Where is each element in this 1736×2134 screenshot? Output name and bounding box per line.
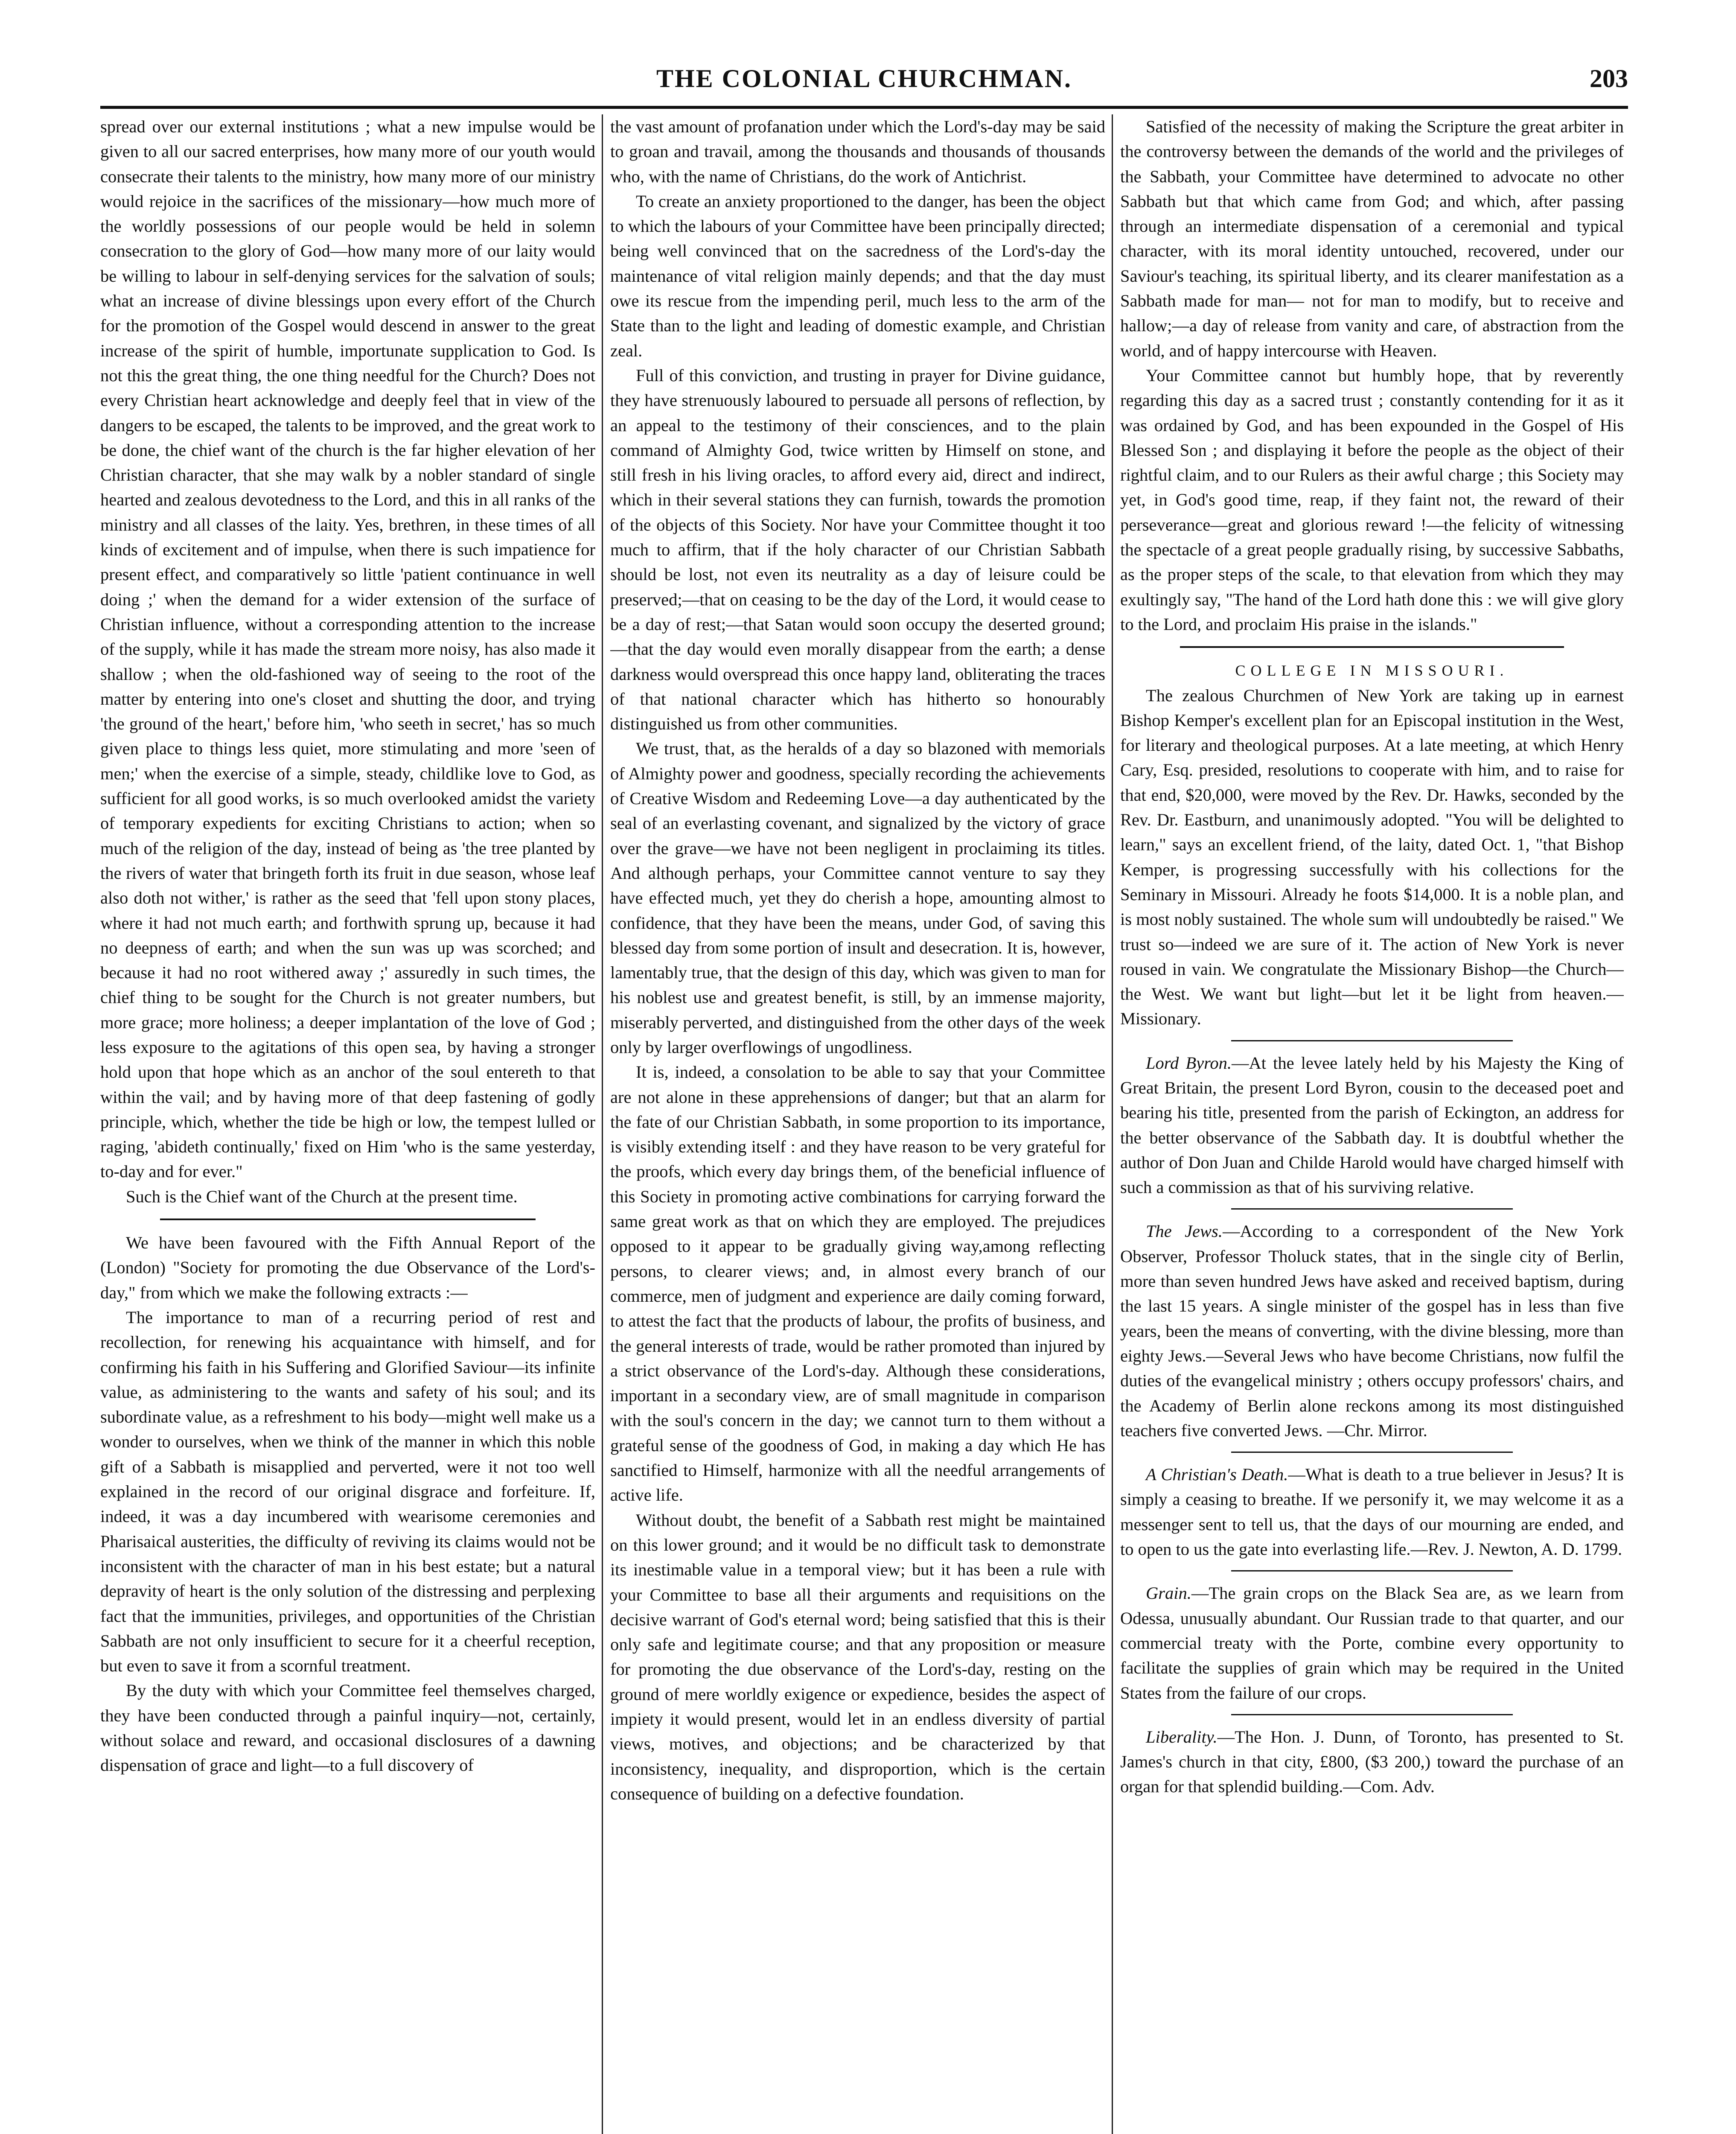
article-paragraph: We trust, that, as the heralds of a day so blazoned with memorials of Almighty power and goodness, specially recording the achievements of Creative Wisdom and Redeeming Love—a day authenticated by the seal of an everlasting covenant, and signalized by the victory of grace over the grave—we have not been negligent in proclaiming its titles. And although perhaps, your Committee cannot venture to say they have effected much, yet they do cherish a hope, amounting almost to confidence, that they have been the means, under God, of saving this blessed day from some portion of insult and desecration. It is, however, lamentably true, that the design of this day, which was given to man for his noblest use and greatest benefit, is still, by an immense majority, miserably perverted, and distinguished from the other days of the week only by larger overflowings of ungodliness. bbox=[610, 739, 1105, 1057]
article-paragraph: Full of this conviction, and trusting in prayer for Divine guidance, they have strenuously laboured to persuade all persons of reflection, by an appeal to the testimony of their consciences, and to the plain command of Almighty God, twice written by Himself on stone, and still fresh in his living oracles, to afford every aid, direct and indirect, which in their several stations they can furnish, towards the promotion of the objects of this Society. Nor have your Committee thought it too much to affirm, that if the holy character of our Christian Sabbath should be lost, not even its neutrality as a day of leisure could be preserved;—that on ceasing to be the day of the Lord, it would cease to be a day of rest;—that Satan would soon occupy the deserted ground;—that the day would even morally disappear from the earth; a dense darkness would overspread this once happy land, obliterating the traces of that national character which has hitherto so honourably distinguished us from other communities. bbox=[610, 365, 1105, 734]
article-paragraph: It is, indeed, a consolation to be able to say that your Committee are not alone in these apprehensions of danger; but that an alarm for the fate of our Christian Sabbath, in some proportion to its importance, is visibly extending itself : and they have reason to be very grateful for the proofs, which every day brings them, of the beneficial influence of this Society in promoting active combinations for carrying forward the same great work as that on which they are employed. The prejudices opposed to it appear to be gradually giving way,among reflecting persons, to clearer views; and, in almost every branch of our commerce, men of judgment and experience are daily coming forward, to attest the fact that the products of labour, the profits of business, and the general interests of trade, would be rather promoted than injured by a strict observance of the Lord's-day. Although these considerations, important in a secondary view, are of small magnitude in comparison with the soul's concern in the day; we cannot turn to them without a grateful sense of the goodness of God, in making a day which He has sanctified to Himself, harmonize with all the needful arrangements of active life. bbox=[610, 1062, 1105, 1505]
news-item bbox=[1120, 1219, 1624, 1443]
section-divider bbox=[160, 1219, 536, 1220]
header-rule bbox=[100, 106, 1628, 109]
article-paragraph: The importance to man of a recurring period of rest and recollection, for renewing his acquaintance with himself, and for confirming his faith in his Suffering and Glorified Saviour—its infinite value, as administering to the wants and safety of his soul; and its subordinate value, as a refreshment to his body—might well make us a wonder to ourselves, when we think of the manner in which this noble gift of a Sabbath is misapplied and perverted, were it not too well explained in the record of our original disgrace and forfeiture. If, indeed, it was a day incumbered with wearisome ceremonies and Pharisaical austerities, the difficulty of reviving its claims would not be inconsistent with the character of man in his best estate; but a natural depravity of heart is the only solution of the distressing and perplexing fact that the immunities, privileges, and opportunities of the Christian Sabbath are not only insufficient to secure for it a cheerful reception, but even to save it from a scornful treatment. bbox=[100, 1307, 595, 1676]
item-text: —The Hon. J. Dunn, of Toronto, has presented to St. James's church in that city, £800, ($3 200,) toward the purchase of an organ for that splendid building.—Com. Adv. bbox=[1120, 1727, 1624, 1796]
column-divider bbox=[602, 114, 603, 2134]
column-divider bbox=[1112, 114, 1113, 2134]
section-divider bbox=[1231, 1570, 1513, 1571]
item-lead: A Christian's Death. bbox=[1146, 1465, 1288, 1484]
section-divider bbox=[1231, 1714, 1513, 1715]
article-paragraph: The zealous Churchmen of New York are taking up in earnest Bishop Kemper's excellent plan for an Episcopal institution in the West, for literary and theological purposes. At a late meeting, at which Henry Cary, Esq. presided, resolutions to cooperate with him, and to raise for that end, $20,000, were moved by the Rev. Dr. Hawks, seconded by the Rev. Dr. Eastburn, and unanimously adopted. "You will be delighted to learn," says an excellent friend, of the laity, dated Oct. 1, "that Bishop Kemper, is progressing successfully with his collections for the Seminary in Missouri. Already he foots $14,000. It is a noble plan, and is most nobly sustained. The whole sum will undoubtedly be raised." We trust so—indeed we are sure of it. The action of New York is never roused in vain. We congratulate the Missionary Bishop—the Church—the West. We want but light—but let it be light from heaven.—Missionary. bbox=[1120, 685, 1624, 1029]
article-paragraph: Such is the Chief want of the Church at the present time. bbox=[126, 1187, 518, 1206]
section-heading: COLLEGE IN MISSOURI. bbox=[1235, 662, 1509, 679]
news-item bbox=[1120, 1462, 1624, 1562]
news-item bbox=[1120, 1581, 1624, 1705]
item-text: —What is death to a true believer in Jesus? It is simply a ceasing to breathe. If we personify it, we may welcome it as a messenger sent to tell us, that the days of our mourning are ended, and to open to us the gate into everlasting life.—Rev. J. Newton, A. D. 1799. bbox=[1120, 1465, 1624, 1559]
page-title: THE COLONIAL CHURCHMAN. bbox=[656, 64, 1072, 93]
article-paragraph: We have been favoured with the Fifth Annual Report of the (London) "Society for promoting the due Observance of the Lord's-day," from which we make the following extracts :— bbox=[100, 1233, 595, 1302]
page-number: 203 bbox=[1590, 64, 1628, 93]
article-paragraph: the vast amount of profanation under which the Lord's-day may be said to groan and travail, among the thousands and thousands of thousands who, with the name of Christians, do the work of Antichrist. bbox=[610, 117, 1105, 186]
column-middle bbox=[610, 114, 1105, 2134]
article-paragraph: Your Committee cannot but humbly hope, that by reverently regarding this day as a sacred trust ; constantly contending for it as it was ordained by God, and has been expounded in the Gospel of His Blessed Son ; and displaying it before the people as the object of their rightful claim, and to our Rulers as their awful charge ; this Society may yet, in God's good time, reap, if they faint not, the reward of their perseverance—great and glorious reward !—the felicity of witnessing the spectacle of a great people gradually rising, by successive Sabbaths, as the proper steps of the scale, to that elevation from which they may exultingly say, "The hand of the Lord hath done this : we will give glory to the Lord, and proclaim His praise in the islands." bbox=[1120, 365, 1624, 634]
column-right bbox=[1120, 114, 1624, 2134]
item-text: —The grain crops on the Black Sea are, as we learn from Odessa, unusually abundant. Our Russian trade to that quarter, and our commercial treaty with the Porte, combine every opportunity to facilitate the supplies of grain which may be required in the United States from the failure of our crops. bbox=[1120, 1583, 1624, 1703]
item-text: —At the levee lately held by his Majesty the King of Great Britain, the present Lord Byron, cousin to the deceased poet and bearing his title, presented from the parish of Eckington, an address for the better observance of the Sabbath day. It is doubtful whether the author of Don Juan and Childe Harold would have charged himself with such a commission as that of his surviving relative. bbox=[1120, 1053, 1624, 1197]
news-item bbox=[1120, 1725, 1624, 1799]
article-paragraph: Without doubt, the benefit of a Sabbath rest might be maintained on this lower ground; and it would be no difficult task to demonstrate its inestimable value in a temporal view; but it has been a rule with your Committee to base all their arguments and requisitions on the decisive warrant of God's eternal word; being satisfied that this is their only safe and legitimate course; and that any proposition or measure for promoting the due observance of the Lord's-day, resting on the ground of mere worldly exigence or expedience, besides the aspect of impiety it would present, would let in an endless diversity of partial views, motives, and objections; and be characterized by that inconsistency, inequality, and disproportion, which is the certain consequence of building on a defective foundation. bbox=[610, 1510, 1105, 1803]
masthead bbox=[100, 60, 1628, 107]
item-lead: The Jews. bbox=[1146, 1222, 1223, 1241]
article-paragraph: By the duty with which your Committee feel themselves charged, they have been conducted through a painful inquiry—not, certainly, without solace and reward, and occasional disclosures of a dawning dispensation of grace and light—to a full discovery of bbox=[100, 1681, 595, 1775]
item-text: —According to a correspondent of the New York Observer, Professor Tholuck states, that in the single city of Berlin, more than seven hundred Jews have asked and received baptism, during the last 15 years. A single minister of the gospel has in less than five years, been the means of converting, with the divine blessing, more than eighty Jews.—Several Jews who have become Christians, now fulfil the duties of the evangelical ministry ; others occupy professors' chairs, and the Academy of Berlin alone reckons among its most distinguished teachers five converted Jews. —Chr. Mirror. bbox=[1120, 1222, 1624, 1440]
section-divider bbox=[1180, 646, 1564, 648]
news-item bbox=[1120, 1051, 1624, 1200]
item-lead: Lord Byron. bbox=[1146, 1053, 1232, 1073]
article-paragraph: To create an anxiety proportioned to the danger, has been the object to which the labours of your Committee have been principally directed; being well convinced that on the sacredness of the Lord's-day the maintenance of vital religion mainly depends; and that the day must owe its rescue from the impending peril, much less to the arm of the State than to the light and leading of domestic example, and Christian zeal. bbox=[610, 191, 1105, 360]
article-paragraph: Satisfied of the necessity of making the Scripture the great arbiter in the controversy between the demands of the world and the privileges of the Sabbath, your Committee have determined to advocate no other Sabbath but that which came from God; and which, after passing through an intermediate dispensation of a ceremonial and typical character, with its moral identity untouched, recovered, under our Saviour's teaching, its spiritual liberty, and its clearer manifestation as a Sabbath made for man— not for man to modify, but to receive and hallow;—a day of release from vanity and care, of abstraction from the world, and of happy intercourse with Heaven. bbox=[1120, 117, 1624, 360]
article-paragraph: spread over our external institutions ; what a new impulse would be given to all our sacred enterprises, how many more of our youth would consecrate their talents to the ministry, how many more of our ministry would rejoice in the sacrifices of the missionary—how much more of the worldly possessions of our people would be held in solemn consecration to the glory of God—how many more of our laity would be willing to labour in self-denying services for the salvation of souls; what an increase of divine blessings upon every effort of the Church for the promotion of the Gospel would descend in answer to the great increase of the spirit of humble, importunate supplication to God. Is not this the great thing, the one thing needful for the Church? Does not every Christian heart acknowledge and deeply feel that in view of the dangers to be escaped, the talents to be improved, and the great work to be done, the chief want of the church is the far higher elevation of her Christian character, that she may walk by a nobler standard of single hearted and zealous devotedness to the Lord, and this in all ranks of the ministry and all classes of the laity. Yes, brethren, in these times of all kinds of excitement and of impulse, when there is such impatience for present effect, and comparatively so little 'patient continuance in well doing ;' when the demand for a wider extension of the surface of Christian influence, without a corresponding attention to the increase of the supply, while it has made the stream more noisy, has also made it shallow ; when the old-fashioned way of seeing to the root of the matter by entering into one's closet and shutting the door, and trying 'the ground of the heart,' before him, 'who seeth in secret,' has so much given place to things less quiet, more stimulating and more 'seen of men;' when the exercise of a simple, steady, childlike love to God, as sufficient for all good works, is so much overlooked amidst the variety of temporary expedients for exciting Christians to action; when so much of the religion of the day, instead of being as 'the tree planted by the rivers of water that bringeth forth its fruit in due season, whose leaf also doth not wither,' is rather as the seed that 'fell upon stony places, where it had not much earth; and forthwith sprung up, because it had no deepness of earth; and when the sun was up was scorched; and because it had no root withered away ;' assuredly in such times, the chief thing to be sought for the Church is not greater numbers, but more grace; more holiness; a deeper implantation of the love of God ; less exposure to the agitations of this open sea, by having a stronger hold upon that hope which as an anchor of the soul entereth to that within the vail; and by having more of that deep fastening of godly principle, which, whether the tide be high or low, the tempest lulled or raging, 'abideth continually,' fixed on Him 'who is the same yesterday, to-day and for ever." bbox=[100, 117, 595, 1181]
section-divider bbox=[1231, 1208, 1513, 1210]
item-lead: Grain. bbox=[1146, 1583, 1191, 1603]
column-left bbox=[100, 114, 595, 2134]
section-divider bbox=[1231, 1040, 1513, 1041]
section-divider bbox=[1231, 1452, 1513, 1453]
item-lead: Liberality. bbox=[1146, 1727, 1218, 1746]
